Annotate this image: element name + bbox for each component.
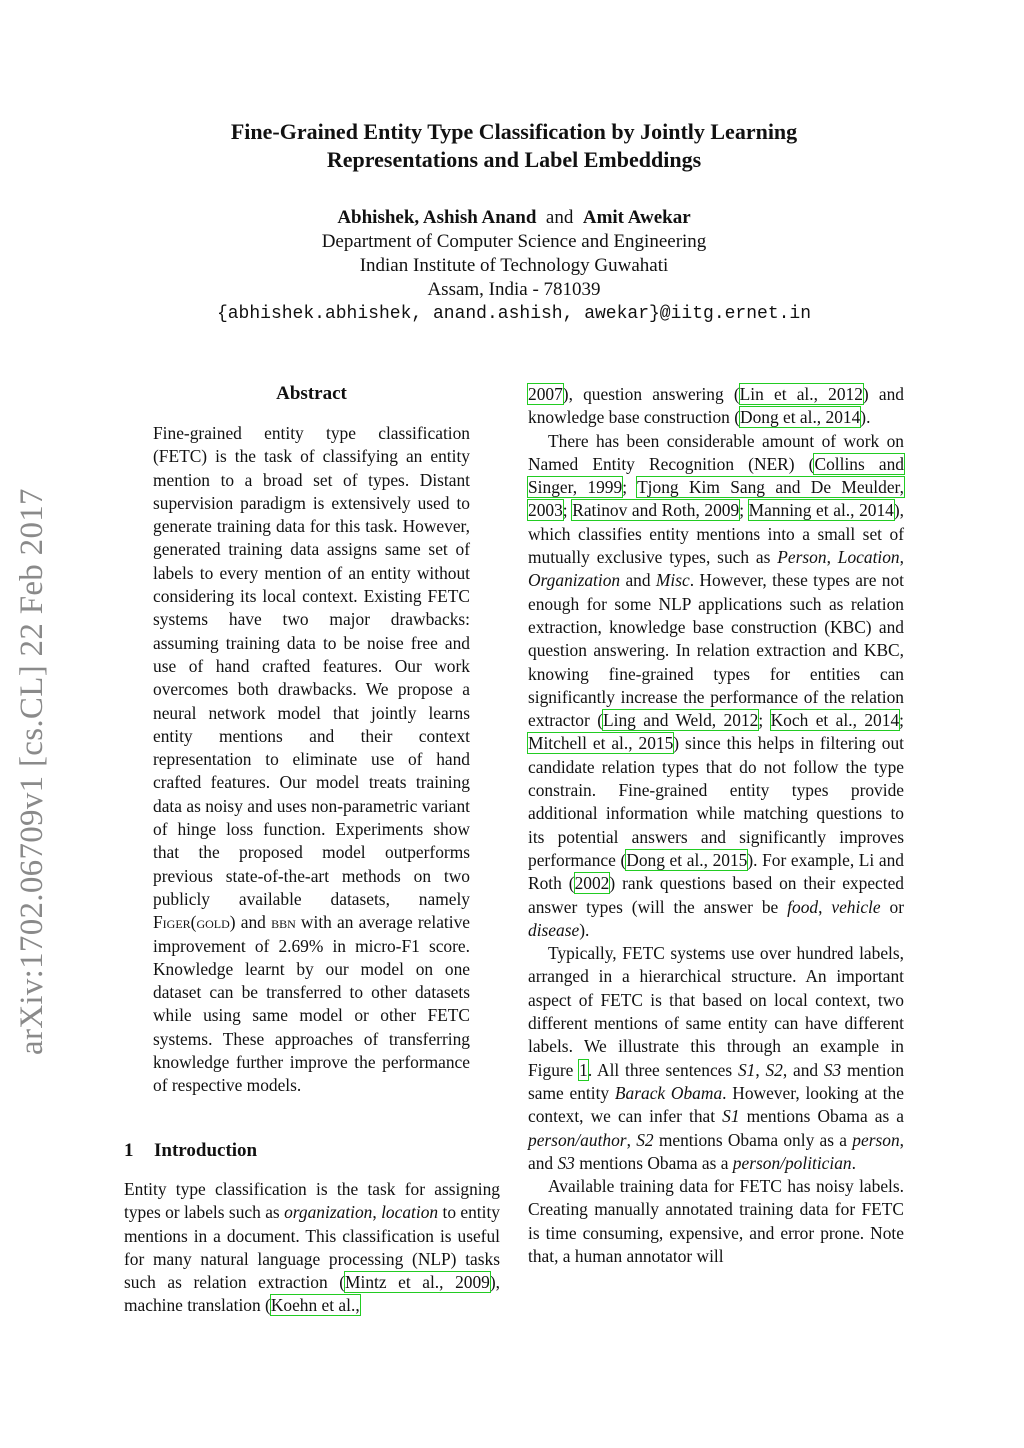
citation-link[interactable]: 2002 bbox=[574, 873, 610, 894]
abstract-body bbox=[153, 422, 470, 1098]
citation-link[interactable]: Ratinov and Roth, 2009 bbox=[572, 500, 740, 521]
authors-first: Abhishek, Ashish Anand bbox=[337, 207, 537, 228]
citation-link[interactable]: Lin et al., 2012 bbox=[739, 384, 863, 404]
bbn-dataset-name: bbn bbox=[271, 912, 296, 933]
citation-link[interactable]: Collins and Singer, 1999 bbox=[528, 453, 904, 498]
section-title: Introduction bbox=[154, 1140, 258, 1161]
citation-link[interactable]: Mintz et al., 2009 bbox=[345, 1272, 490, 1293]
paper-title bbox=[100, 118, 928, 174]
abstract-paragraph: Fine-grained entity type classification (FETC) is the task of classifying an entity mention to a broad set of types. Distant supervision paradigm is extensively used to generate training data for this task. However, generated training data assigns same set of labels to every mention of an entity without considering its local context. Existing FETC systems have two major drawbacks: assuming training data to be noise free and use of hand crafted features. Our work overcomes both drawbacks. We propose a neural network model that jointly learns entity mentions and their context representation to eliminate use of hand crafted features. Our model treats training data as noisy and uses non-parametric variant of hinge loss function. Experiments show that the proposed model outperforms previous state-of-the-art methods on two publicly available datasets, namely Figer(gold) and bbn with an average relative improvement of 2.69% in micro-F1 score. Knowledge learnt by our model on one dataset can be transferred to other datasets while using same model or other FETC systems. These approaches of transferring knowledge further improve the performance of respective models. bbox=[153, 423, 470, 1096]
intro-paragraph-1: Entity type classification is the task for assigning types or labels such as organization, location to entity mentions in a document. This classification is useful for many natural language processing (NLP) tasks such as relation extraction (Mintz et al., 2009), machine translation (Koehn et al., bbox=[124, 1179, 501, 1316]
authors-second: Amit Awekar bbox=[582, 207, 691, 228]
citation-link[interactable]: Ling and Weld, 2012 bbox=[603, 710, 759, 731]
author-names bbox=[100, 206, 928, 230]
figure-reference-link[interactable]: 1 bbox=[579, 1059, 588, 1080]
right-paragraph-4: Available training data for FETC has noisy labels. Creating manually annotated training data for FETC is time consuming, expensive, and error prone. Note that, a human annotator will bbox=[528, 1176, 904, 1266]
citation-link[interactable]: Dong et al., 2014 bbox=[740, 407, 861, 428]
right-paragraph-3: Typically, FETC systems use over hundred labels, arranged in a hierarchical structure. An important aspect of FETC is that based on local context, two different mentions of same entity can have different labels. We illustrate this through an example in Figure 1. All three sentences S1, S2, and S3 mention same entity Barack Obama. However, looking at the context, we can infer that S1 mentions Obama as a person/author, S2 mentions Obama only as a person, and S3 mentions Obama as a person/politician. bbox=[528, 943, 905, 1173]
citation-link[interactable]: Koch et al., 2014 bbox=[770, 710, 900, 731]
author-emails: {abhishek.abhishek, anand.ashish, awekar}@iitg.ernet.in bbox=[216, 304, 812, 324]
author-address: Assam, India - 781039 bbox=[427, 279, 601, 300]
citation-link[interactable]: Manning et al., 2014 bbox=[748, 500, 894, 521]
citation-link[interactable]: Tjong Kim Sang and De Meulder, 2003 bbox=[528, 477, 904, 521]
title-line-2: Representations and Label Embeddings bbox=[326, 147, 702, 172]
citation-link[interactable]: 2007 bbox=[528, 384, 563, 404]
section-heading-introduction bbox=[124, 1140, 257, 1162]
title-line-1: Fine-Grained Entity Type Classification by Jointly Learning bbox=[230, 119, 798, 144]
abstract-heading: Abstract bbox=[276, 383, 347, 404]
intro-left-column bbox=[124, 1178, 500, 1318]
author-department: Department of Computer Science and Engineering bbox=[321, 231, 707, 252]
authors-and: and bbox=[545, 207, 574, 228]
right-column bbox=[528, 383, 904, 1268]
citation-link[interactable]: Koehn et al., bbox=[270, 1295, 360, 1316]
gold-label: (gold) bbox=[190, 912, 236, 933]
arxiv-identifier: arXiv:1702.06709v1 [cs.CL] 22 Feb 2017 bbox=[14, 488, 50, 1055]
section-number: 1 bbox=[124, 1140, 134, 1161]
citation-link[interactable]: Mitchell et al., 2015 bbox=[528, 733, 674, 754]
author-institute: Indian Institute of Technology Guwahati bbox=[359, 255, 669, 276]
author-block bbox=[100, 206, 928, 326]
right-paragraph-2: There has been considerable amount of work on Named Entity Recognition (NER) (Collins and Singer, 1999; Tjong Kim Sang and De Meulder, 2003; Ratinov and Roth, 2009; Manning et al., 2014), which classifies entity mentions into a small set of mutually exclusive types, such as Person, Location, Organization and Misc. However, these types are not enough for some NLP applications such as relation extraction, knowledge base construction (KBC) and question answering. In relation extraction and KBC, knowing fine-grained types for entities can significantly increase the performance of the relation extractor (Ling and Weld, 2012; Koch et al., 2014; Mitchell et al., 2015) since this helps in filtering out candidate relation types that do not follow the type constrain. Fine-grained entity types provide additional information while matching questions to its potential answers and significantly improves performance (Dong et al., 2015). For example, Li and Roth (2002) rank questions based on their expected answer types (will the answer be food, vehicle or disease). bbox=[528, 430, 905, 940]
citation-link[interactable]: Dong et al., 2015 bbox=[626, 849, 748, 870]
right-paragraph-1: 2007), question answering (Lin et al., 2012) and knowledge base construction (Dong et al., 2014). bbox=[528, 384, 904, 428]
figer-dataset-name: Figer bbox=[153, 912, 191, 933]
